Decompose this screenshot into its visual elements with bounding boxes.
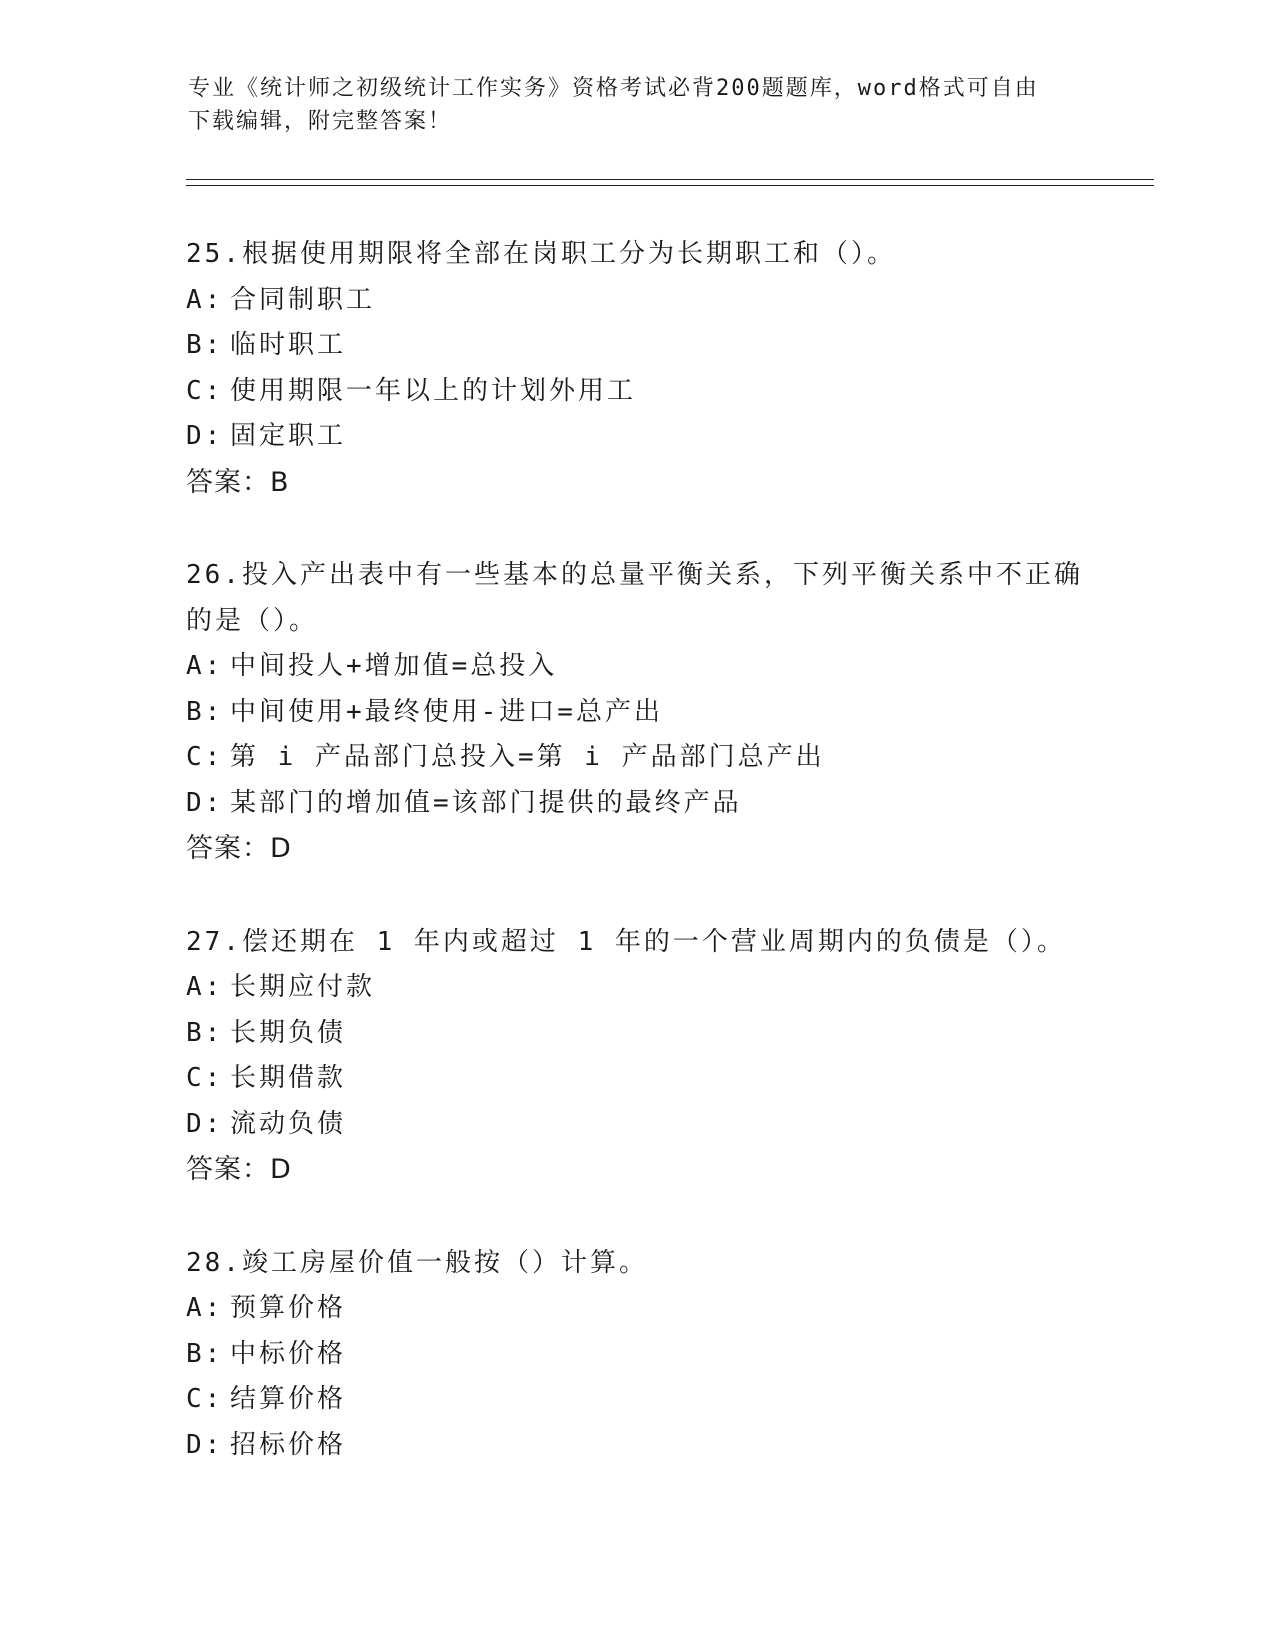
option-letter: C: (186, 742, 224, 772)
header-divider-bottom (186, 185, 1154, 186)
question-26 (186, 553, 1086, 872)
option-c (186, 1056, 1086, 1102)
option-c (186, 735, 1086, 781)
option-letter: C: (186, 375, 224, 406)
header-line-1: 专业《统计师之初级统计工作实务》资格考试必背200题题库，word格式可自由 (188, 76, 1039, 101)
answer-line: 答案：D (186, 1154, 292, 1185)
option-letter: C: (186, 1384, 224, 1414)
option-text: 中间投人+增加值=总投入 (230, 651, 558, 681)
header-divider-top (186, 179, 1154, 180)
option-b (186, 323, 1086, 369)
option-letter: B: (186, 330, 224, 360)
option-text: 某部门的增加值=该部门提供的最终产品 (230, 787, 742, 818)
option-c (186, 1377, 1086, 1423)
option-d (186, 414, 1086, 460)
option-a (186, 965, 1086, 1011)
header-line-2: 下载编辑，附完整答案！ (188, 109, 453, 134)
option-text: 招标价格 (230, 1429, 347, 1460)
option-text: 长期应付款 (230, 972, 376, 1002)
answer-line: 答案：B (186, 466, 290, 498)
option-letter: D: (186, 421, 224, 451)
option-d (186, 781, 1086, 827)
document-header (188, 72, 1068, 138)
option-text: 中间使用+最终使用-进口=总产出 (230, 696, 663, 727)
option-letter: D: (186, 1108, 224, 1139)
question-list (186, 232, 1086, 1516)
question-stem: 25.根据使用期限将全部在岗职工分为长期职工和（）。 (186, 239, 896, 269)
option-text: 第 i 产品部门总投入=第 i 产品部门总产出 (230, 742, 825, 772)
option-text: 固定职工 (230, 421, 347, 451)
option-text: 中标价格 (230, 1338, 347, 1369)
option-text: 合同制职工 (230, 284, 376, 315)
question-25 (186, 232, 1086, 505)
option-letter: A: (186, 651, 224, 681)
question-28 (186, 1241, 1086, 1469)
option-letter: A: (186, 972, 224, 1002)
question-stem: 26.投入产出表中有一些基本的总量平衡关系，下列平衡关系中不正确 (186, 560, 1083, 590)
option-letter: C: (186, 1063, 224, 1093)
option-text: 结算价格 (230, 1384, 347, 1414)
option-a (186, 644, 1086, 690)
option-text: 长期负债 (230, 1017, 347, 1048)
option-a (186, 278, 1086, 324)
option-letter: D: (186, 1429, 224, 1460)
question-stem-continued: 的是（）。 (186, 605, 319, 636)
option-a (186, 1286, 1086, 1332)
option-text: 临时职工 (230, 330, 347, 360)
option-letter: D: (186, 787, 224, 818)
option-letter: B: (186, 1017, 224, 1048)
option-b (186, 1332, 1086, 1378)
option-letter: A: (186, 1293, 224, 1323)
option-letter: B: (186, 1338, 224, 1369)
option-text: 预算价格 (230, 1293, 347, 1323)
question-27 (186, 920, 1086, 1193)
answer-line: 答案：D (186, 833, 292, 864)
option-text: 长期借款 (230, 1063, 347, 1093)
option-text: 流动负债 (230, 1108, 347, 1139)
option-d (186, 1423, 1086, 1469)
question-stem: 28.竣工房屋价值一般按（）计算。 (186, 1247, 648, 1278)
option-d (186, 1102, 1086, 1148)
option-text: 使用期限一年以上的计划外用工 (230, 375, 637, 406)
option-b (186, 690, 1086, 736)
option-letter: A: (186, 284, 224, 315)
option-c (186, 369, 1086, 415)
option-b (186, 1011, 1086, 1057)
question-stem: 27.偿还期在 1 年内或超过 1 年的一个营业周期内的负债是（）。 (186, 926, 1066, 957)
option-letter: B: (186, 696, 224, 727)
